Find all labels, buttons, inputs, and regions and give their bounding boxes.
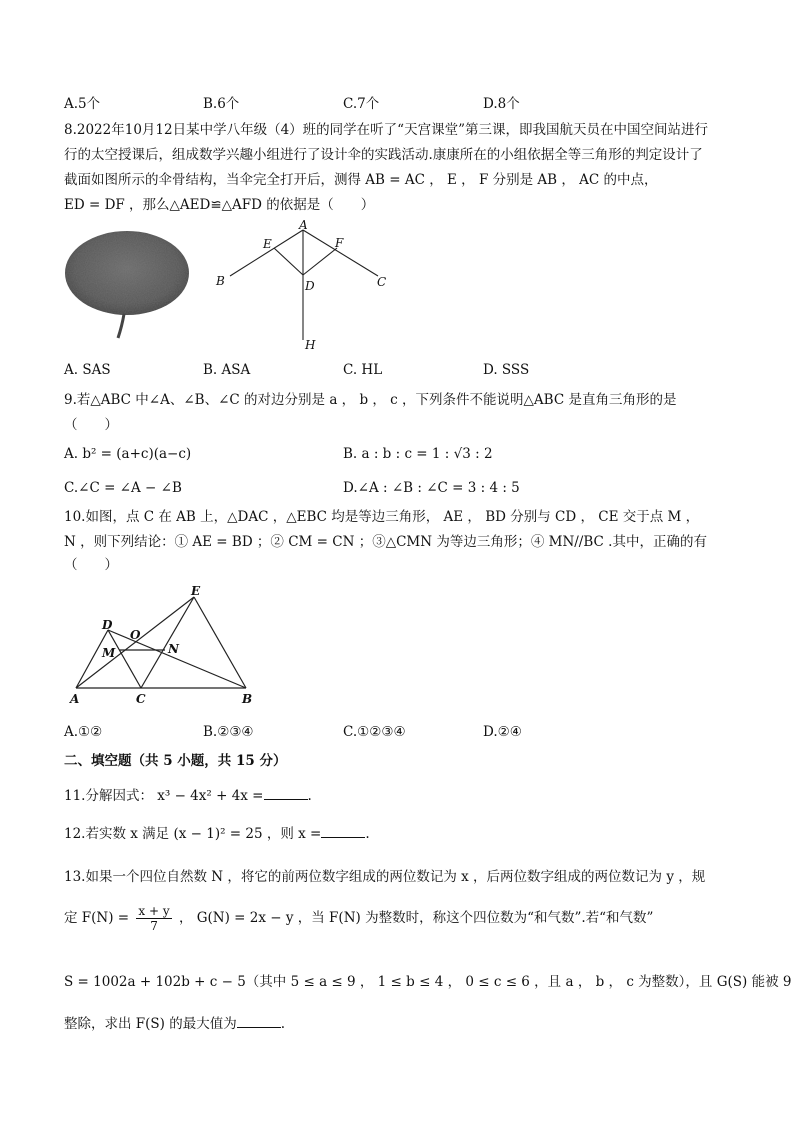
q7-option-a: A.5个	[64, 96, 101, 112]
q9-stem-line1: 9.若△ABC 中∠A、∠B、∠C 的对边分别是 a ， b ， c ，下列条件不能说明△ABC 是直角三角形的是	[64, 392, 677, 408]
q8-option-b: B. ASA	[203, 362, 251, 378]
q7-option-c: C.7个	[343, 96, 380, 112]
label-E: E	[263, 237, 272, 251]
q12-text: 12.若实数 x 满足 (x − 1)² = 25 ，则 x =	[64, 826, 322, 842]
q13-fn-label: 定 F(N) =	[64, 910, 130, 926]
q13-stem-line3: S = 1002a + 102b + c − 5（其中 5 ≤ a ≤ 9 ， 1 ≤ b ≤ 4 ， 0 ≤ c ≤ 6 ，且 a ， b ， c 为整数），且 G(S) 能被 9	[64, 974, 792, 990]
q8-stem-line4: ED = DF ，那么△AED≌△AFD 的依据是（ ）	[64, 197, 375, 213]
umbrella-photo	[62, 228, 197, 347]
q9-option-a: A. b² = (a+c)(a−c)	[64, 446, 192, 462]
q13-answer-blank[interactable]	[237, 1015, 281, 1028]
label-B: B	[216, 274, 225, 288]
label-C: C	[377, 275, 387, 289]
q11-answer-blank[interactable]	[264, 787, 308, 800]
umbrella-frame-diagram	[210, 218, 400, 357]
q8-stem-line3: 截面如图所示的伞骨结构，当伞完全打开后，测得 AB = AC ， E ， F 分别是 AB ， AC 的中点，	[64, 172, 658, 188]
q8-stem-line2: 行的太空授课后，组成数学兴趣小组进行了设计伞的实践活动.康康所在的小组依据全等三角形的判定设计了	[64, 147, 703, 163]
q7-option-b: B.6个	[203, 96, 240, 112]
label-H: H	[305, 338, 316, 352]
q10-stem-line3: （ ）	[64, 557, 118, 573]
q7-option-d: D.8个	[483, 96, 520, 112]
q9-option-b: B. a : b : c = 1 : √3 : 2	[343, 446, 493, 462]
label-D: D	[305, 279, 315, 293]
label-N: N	[168, 642, 179, 656]
label-B: B	[242, 692, 253, 706]
q9-stem-line2: （ ）	[64, 417, 118, 433]
q13-stem-line1: 13.如果一个四位自然数 N ，将它的前两位数字组成的两位数记为 x ，后两位数字组成的两位数记为 y ，规	[64, 869, 706, 885]
section2-title: 二、填空题（共 5 小题，共 15 分）	[64, 753, 287, 769]
label-O: O	[130, 628, 141, 642]
q11	[64, 784, 312, 804]
q13-line4-text: 整除，求出 F(S) 的最大值为	[64, 1016, 237, 1032]
label-F: F	[335, 236, 344, 250]
q13-fraction	[136, 904, 171, 933]
q10-option-d: D.②④	[483, 724, 522, 740]
q8-option-c: C. HL	[343, 362, 383, 378]
label-A: A	[70, 692, 80, 706]
q10-option-b: B.②③④	[203, 724, 254, 740]
label-A: A	[299, 218, 308, 232]
q10-option-a: A.①②	[64, 724, 103, 740]
label-C: C	[136, 692, 146, 706]
equilateral-triangles-diagram	[62, 582, 262, 716]
label-M: M	[102, 646, 116, 660]
q11-period: .	[307, 788, 312, 804]
q13-period: .	[280, 1016, 286, 1032]
q12-period: .	[365, 826, 370, 842]
label-D: D	[102, 618, 113, 632]
q10-stem-line2: N ，则下列结论：① AE = BD ；② CM = CN ；③△CMN 为等边三角形；④ MN//BC .其中，正确的有	[64, 534, 707, 550]
q13-fraction-denominator: 7	[150, 919, 158, 933]
q10-option-c: C.①②③④	[343, 724, 406, 740]
q8-stem-line1: 8.2022年10月12日某中学八年级（4）班的同学在听了“天宫课堂”第三课，即我国航天员在中国空间站进行	[64, 122, 708, 138]
q13-fraction-numerator: x + y	[138, 904, 170, 918]
q13-line2-rest: ， G(N) = 2x − y ，当 F(N) 为整数时，称这个四位数为“和气数”.若“和气数”	[178, 910, 654, 926]
q9-option-c: C.∠C = ∠A − ∠B	[64, 480, 182, 496]
q10-stem-line1: 10.如图，点 C 在 AB 上，△DAC ，△EBC 均是等边三角形， AE ， BD 分别与 CD ， CE 交于点 M ，	[64, 509, 700, 525]
q12	[64, 822, 370, 842]
q13-stem-line4	[64, 1012, 285, 1032]
q8-option-a: A. SAS	[64, 362, 111, 378]
label-E: E	[191, 584, 201, 598]
q9-option-d: D.∠A : ∠B : ∠C = 3 : 4 : 5	[343, 480, 520, 496]
q8-option-d: D. SSS	[483, 362, 530, 378]
q13-stem-line2	[64, 904, 653, 933]
q12-answer-blank[interactable]	[321, 825, 365, 838]
q11-text: 11.分解因式： x³ − 4x² + 4x =	[64, 788, 264, 804]
